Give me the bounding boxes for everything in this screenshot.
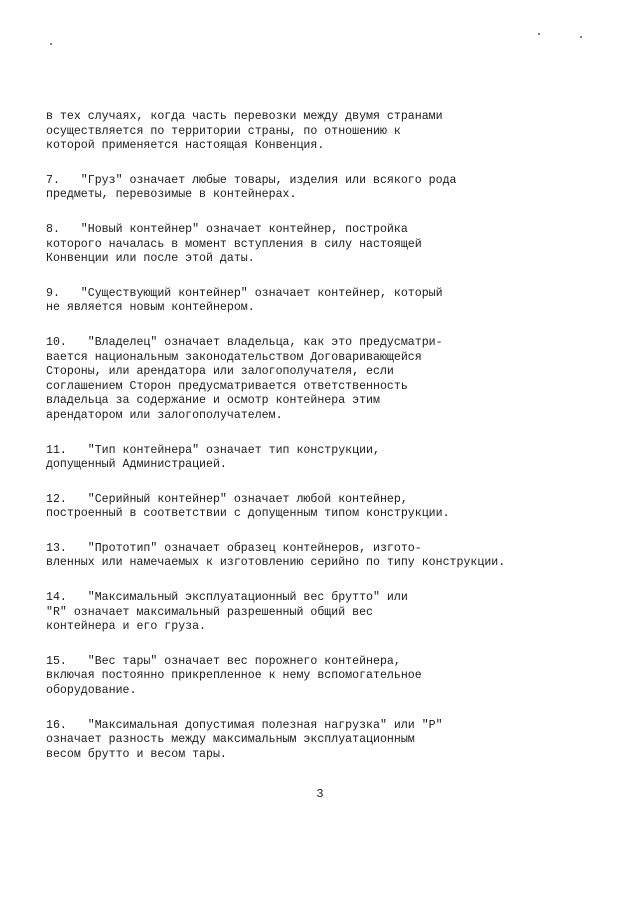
- paragraph: [46, 444, 546, 473]
- text-line: которого началась в момент вступления в силу настоящей: [46, 237, 422, 251]
- text-line: 16. "Максимальная допустимая полезная нагрузка" или "P": [46, 718, 443, 732]
- text-line: "R" означает максимальный разрешенный общий вес: [46, 605, 373, 619]
- text-line: Конвенции или после этой даты.: [46, 252, 255, 266]
- paragraph: [46, 223, 546, 267]
- text-line: включая постоянно прикрепленное к нему вспомогательное: [46, 669, 422, 683]
- text-line: весом брутто и весом тары.: [46, 747, 227, 761]
- text-line: в тех случаях, когда часть перевозки между двумя странами: [46, 110, 443, 123]
- text-line: 14. "Максимальный эксплуатационный вес брутто" или: [46, 591, 408, 605]
- text-line: 8. "Новый контейнер" означает контейнер, постройка: [46, 222, 408, 236]
- text-line: 15. "Вес тары" означает вес порожнего контейнера,: [46, 654, 401, 668]
- text-line: не является новым контейнером.: [46, 301, 255, 315]
- text-line: допущенный Администрацией.: [46, 458, 227, 472]
- text-line: построенный в соответствии с допущенным типом конструкции.: [46, 507, 450, 521]
- text-line: контейнера и его груза.: [46, 620, 207, 634]
- text-line: осуществляется по территории страны, по отношению к: [46, 124, 401, 138]
- text-line: означает разность между максимальным эксплуатационным: [46, 733, 415, 747]
- scan-speck: [538, 33, 540, 35]
- text-line: 10. "Владелец" означает владельца, как это предусматри-: [46, 335, 443, 349]
- paragraph: [46, 719, 546, 763]
- paragraph: [46, 336, 546, 424]
- text-line: 12. "Серийный контейнер" означает любой контейнер,: [46, 492, 408, 506]
- text-line: арендатором или залогополучателем.: [46, 408, 283, 422]
- text-line: оборудование.: [46, 684, 137, 698]
- page-number: 3: [316, 787, 324, 801]
- text-line: предметы, перевозимые в контейнерах.: [46, 188, 297, 202]
- paragraph: [46, 542, 546, 571]
- scan-speck: [580, 36, 582, 38]
- text-line: Стороны, или арендатора или залогополучателя, если: [46, 365, 394, 379]
- document-body: [46, 110, 546, 782]
- text-line: вленных или намечаемых к изготовлению серийно по типу конструкции.: [46, 556, 506, 570]
- paragraph: [46, 287, 546, 316]
- scan-speck: [50, 43, 52, 45]
- text-line: 13. "Прототип" означает образец контейнеров, изгото-: [46, 541, 422, 555]
- text-line: вается национальным законодательством Договаривающейся: [46, 350, 422, 364]
- text-line: соглашением Сторон предусматривается ответственность: [46, 379, 408, 393]
- paragraph: [46, 591, 546, 635]
- paragraph: [46, 493, 546, 522]
- paragraph: [46, 655, 546, 699]
- paragraph: [46, 174, 546, 203]
- text-line: 7. "Груз" означает любые товары, изделия или всякого рода: [46, 173, 457, 187]
- text-line: 9. "Существующий контейнер" означает контейнер, который: [46, 286, 443, 300]
- text-line: владельца за содержание и осмотр контейнера этим: [46, 394, 380, 408]
- text-line: которой применяется настоящая Конвенция.: [46, 139, 325, 153]
- paragraph: [46, 110, 546, 154]
- text-line: 11. "Тип контейнера" означает тип конструкции,: [46, 443, 380, 457]
